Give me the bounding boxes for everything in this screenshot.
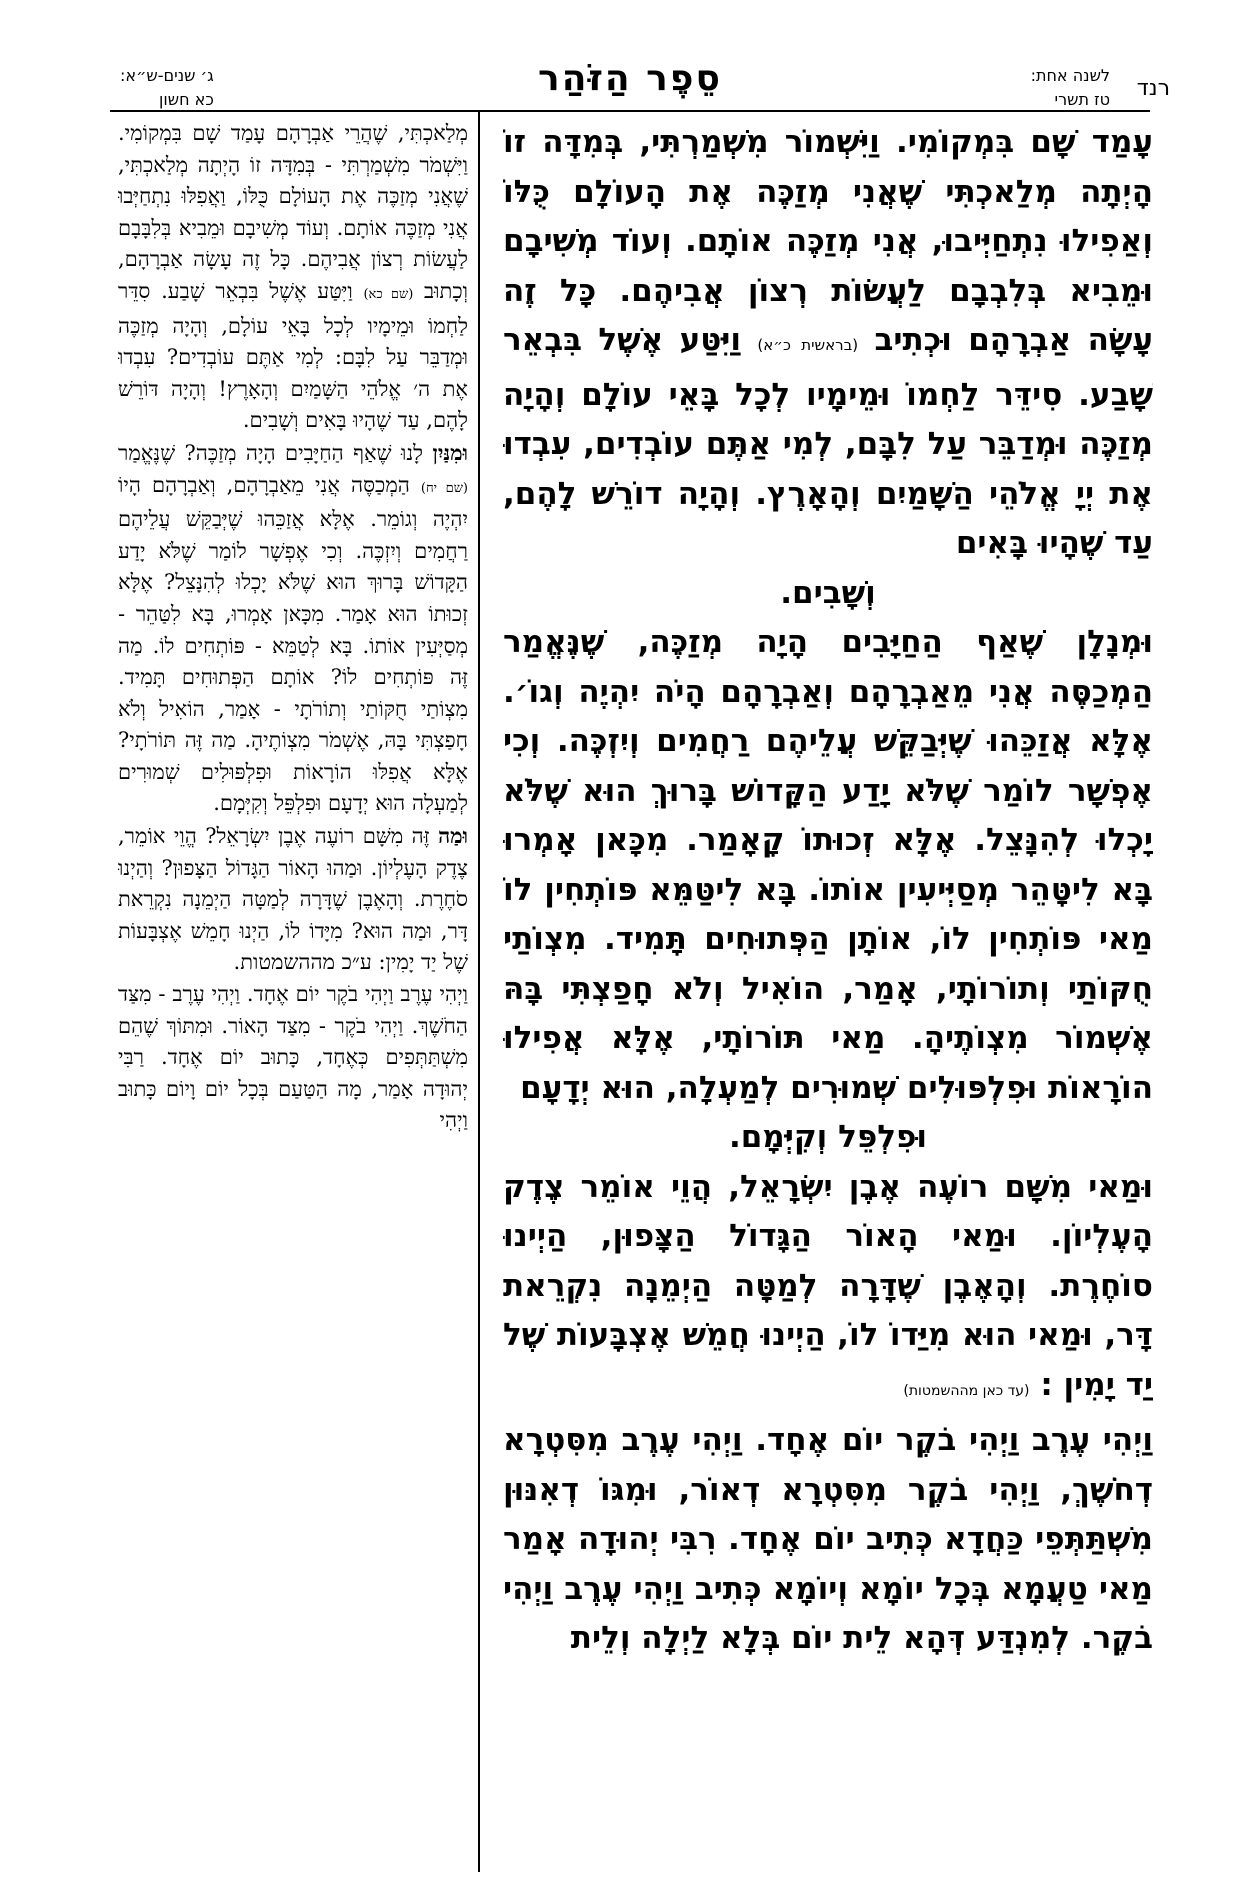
- side-column-translation: [118, 118, 468, 1873]
- main-paragraph: [503, 1163, 1153, 1417]
- schedule-three-years: ג׳ שנים-ש״א:: [120, 66, 214, 85]
- header-left-block: [120, 64, 214, 112]
- side-paragraph: וַיְהִי עֶרֶב וַיְהִי בֹקֶר יוֹם אֶחָד. וַיְהִי עֶרֶב - מִצַּד הַחֹשֶׁךְ. וַיְהִי בֹקֶר - מִצַּד הָאוֹר. וּמִתּוֹךְ שֶׁהֵם מִשְׁתַּתְּפִים כְּאֶחָד, כָּתוּב יוֹם אֶחָד. רַבִּי יְהוּדָה אָמַר, מָה הַטַּעַם בְּכָל יוֹם וָיוֹם כָּתוּב וַיְהִי: [118, 982, 468, 1133]
- page-number: רנד: [1136, 76, 1170, 101]
- schedule-one-year-date: טז תשרי: [1054, 90, 1110, 109]
- page-header: [110, 58, 1170, 118]
- main-paragraph: וַיְהִי עֶרֶב וַיְהִי בֹקֶר יוֹם אֶחָד. וַיְהִי עֶרֶב מִסִּטְרָא דְחֹשֶׁךְ, וַיְהִי בֹקֶר מִסִּטְרָא דְאוֹר, וּמִגּוֹ דְאִנּוּן מִשְׁתַּתְּפֵי כַּחֲדָא כְּתִיב יוֹם אֶחָד. רִבִּי יְהוּדָה אָמַר מַאי טַעֲמָא בְּכָל יוֹמָא וְיוֹמָא כְּתִיב וַיְהִי עֶרֶב וַיְהִי בֹקֶר. לְמִנְדַּע דְּהָא לֵית יוֹם בְּלָא לַיְלָה וְלֵית: [503, 1422, 1153, 1656]
- main-paragraph-end: וְשָׁבִים.: [780, 574, 876, 611]
- side-text: וַיִּטַּע אֶשֶׁל בִּבְאֵר שָׁבַע. סִדֵּר לַחְמוֹ וּמֵימָיו לְכָל בָּאֵי עוֹלָם, וְהָיָה מְזַכֶּה וּמְדַבֵּר עַל לִבָּם: לְמִי אַתֶּם עוֹבְדִים? עִבְדוּ אֶת ה׳ אֱלֹהֵי הַשָּׁמַיִם וְהָאָרֶץ! וְהָיָה דּוֹרֵשׁ לָהֶם, עַד שֶׁהָיוּ בָּאִים וְשָׁבִים.: [118, 278, 468, 433]
- side-paragraph: [118, 437, 468, 820]
- side-citation: (שם כא): [363, 286, 414, 302]
- side-text: הַמְכַסֶּה אֲנִי מֵאַבְרָהָם, וְאַבְרָהָם הָיוֹ יִהְיֶה וְגוֹמֵר. אֶלָּא אֲזַכֵּהוּ שֶׁיְּבַקֵּשׁ עֲלֵיהֶם רַחֲמִים וְיִזְכֶּה. וְכִי אֶפְשָׁר לוֹמַר שֶׁלֹּא יָדַע הַקָּדוֹשׁ בָּרוּךְ הוּא שֶׁלֹּא יָכְלוּ לְהִנָּצֵל? אֶלָּא זְכוּתוֹ הוּא אָמַר. מִכָּאן אָמְרוּ, בָּא לִטַּהֵר - מְסַיְּעִין אוֹתוֹ. בָּא לְטַמֵּא - פּוֹתְחִים לוֹ. מַה זֶּה פּוֹתְחִים לוֹ? אוֹתָם הַפְּתוּחִים תָּמִיד. מִצְוֹתַי חֻקּוֹתַי וְתוֹרֹתָי - אָמַר, הוֹאִיל וְלֹא חָפַצְתִּי בָּהּ, אֶשְׁמֹר מִצְוֹתֶיהָ. מַה זֶּה תּוֹרֹתָי? אֶלָּא אֲפִלּוּ הוֹרָאוֹת וּפִלְפּוּלִים שְׁמוּרִים לְמַעְלָה הוּא יְדָעָם וּפִלְפֵּל וְקִיְּמָם.: [118, 472, 468, 816]
- side-text: מְלַאכְתִּי, שֶׁהֲרֵי אַבְרָהָם עָמַד שָׁם בִּמְקוֹמִי. וַיִּשְׁמֹר מִשְׁמַרְתִּי - בְּמִדָּה זוֹ הָיְתָה מְלַאכְתִּי, שֶׁאֲנִי מְזַכֶּה אֶת הָעוֹלָם כֻּלּוֹ, וַאֲפִלּוּ נִתְחַיְּבוּ אֲנִי מְזַכֶּה אוֹתָם. וְעוֹד מְשִׁיבָם וּמֵבִיא בְּלִבָּבָם לַעֲשׂוֹת רְצוֹן אֲבִיהֶם. כָּל זֶה עָשָׂה אַבְרָהָם, וְכָתוּב: [118, 121, 468, 303]
- book-title: סֵפֶר הַזֹּהַר: [538, 58, 722, 99]
- side-text: לָנוּ שֶׁאַף הַחַיָּבִים הָיָה מְזַכֶּה? שֶׁנֶּאֱמַר: [118, 440, 424, 465]
- side-paragraph: [118, 820, 468, 979]
- side-citation: (שם יח): [420, 480, 468, 496]
- main-text: וַיִּטַּע אֶשֶׁל בִּבְאֵר שָׁבַע. סִידֵּר לַחְמוֹ וּמֵימָיו לְכָל בָּאֵי עוֹלָם וְהָיָה מְזַכֶּה וּמְדַבֵּר עַל לִבָּם, לְמִי אַתֶּם עוֹבְדִים, עִבְדוּ אֶת יְיָ אֱלֹהֵי הַשָּׁמַיִם וְהָאָרֶץ. וְהָיָה דוֹרֵשׁ לָהֶם, עַד שֶׁהָיוּ בָּאִים: [503, 322, 1153, 561]
- main-paragraph: [503, 118, 1153, 569]
- main-text: וּמַאי מִשָּׁם רוֹעֶה אֶבֶן יִשְׂרָאֵל, הֲוֵי אוֹמֵר צֶדֶק הָעֶלְיוֹן. וּמַאי הָאוֹר הַגָּדוֹל הַצָּפוּן, הַיְינוּ סוֹחֶרֶת. וְהָאֶבֶן שֶׁדָּרָה לְמַטָּה הַיְמֵנָה נִקְרֵאת דָּר, וּמַאי הוּא מִיַּדוֹ לוֹ, הַיְינוּ חֲמֵשׁ אֶצְבָּעוֹת שֶׁל יַד יָמִין :: [503, 1168, 1153, 1403]
- side-text: זֶּה מִשָּׁם רוֹעֶה אֶבֶן יִשְׂרָאֵל? הֱוֵי אוֹמֵר, צֶדֶק הָעֶלְיוֹן. וּמַהוּ הָאוֹר הַגָּדוֹל הַצָּפוּן? וְהַיְנוּ סֹחֶרֶת. וְהָאֶבֶן שֶׁדָּרָה לְמַטָּה הַיְמֵנָה נִקְרֵאת דָּר, וּמַה הוּא? מִיָּדוֹ לוֹ, הַיְנוּ חָמֵשׁ אֶצְבָּעוֹת שֶׁל יַד יָמִין: ע״כ מההשמטות.: [118, 824, 468, 975]
- side-paragraph: [118, 118, 468, 437]
- main-paragraph-end: וּפִלְפֵּל וְקִיְּמָם.: [728, 1119, 928, 1155]
- column-divider: [478, 112, 480, 1872]
- schedule-three-years-date: כא חשון: [159, 90, 214, 109]
- main-text: עָמַד שָׁם בִּמְקוֹמִי. וַיִּשְׁמוֹר מִשְׁמַרְתִּי, בְּמִדָּה זוֹ הָיְתָה מְלַאכְתִּי שֶׁאֲנִי מְזַכֶּה אֶת הָעוֹלָם כֻּלּוֹ וְאַפִילוּ נִתְחַיְּיבוּ, אֲנִי מְזַכֶּה אוֹתָם. וְעוֹד מְשִׁיבָם וּמֵבִיא בְּלִבְבָם לַעֲשׂוֹת רְצוֹן אֲבִיהֶם. כָּל זֶה עָשָׂה אַבְרָהָם וּכְתִיב: [503, 124, 1153, 358]
- side-lead-word: וּמַה: [438, 823, 468, 849]
- main-citation: (בראשית כ״א): [757, 336, 859, 354]
- main-column-aramaic: [503, 118, 1153, 1873]
- header-rule: [110, 110, 1150, 112]
- side-lead-word: וּמִנַּיִן: [432, 439, 468, 465]
- main-end-note: (עד כאן מההשמטות): [903, 1382, 1030, 1399]
- main-paragraph: וּמְנָלָן שֶׁאַף הַחַיָּבִים הָיָה מְזַכֶּה, שֶׁנֶּאֱמַר הַמְכַסֶּה אֲנִי מֵאַבְרָהָם וְאַבְרָהָם הָיֹה יִהְיֶה וְגוֹ׳. אֶלָּא אֲזַכֵּהוּ שֶׁיְּבַקֵּשׁ עֲלֵיהֶם רַחֲמִים וְיִזְכֶּה. וְכִי אֶפְשָׁר לוֹמַר שֶׁלֹּא יָדַע הַקָּדוֹשׁ בָּרוּךְ הוּא שֶׁלֹּא יָכְלוּ לְהִנָּצֵל. אֶלָּא זְכוּתוֹ קָאָמַר. מִכָּאן אָמְרוּ בָּא לִיטָּהֵר מְסַיְּיעִין אוֹתוֹ. בָּא לִיטַּמֵּא פּוֹתְחִין לוֹ מַאי פּוֹתְחִין לוֹ, אוֹתָן הַפְּתוּחִים תָּמִיד. מִצְוֹתַי חֻקּוֹתַי וְתוֹרוֹתָי, אָמַר, הוֹאִיל וְלֹא חָפַצְתִּי בָּהּ אֶשְׁמוֹר מִצְוֹתֶיהָ. מַאי תּוֹרוֹתָי, אֶלָּא אֲפִילוּ הוֹרָאוֹת וּפִלְפּוּלִים שְׁמוּרִים לְמַעְלָה, הוּא יְדָעָם: [503, 624, 1153, 1106]
- schedule-one-year: לשנה אחת:: [1030, 66, 1110, 85]
